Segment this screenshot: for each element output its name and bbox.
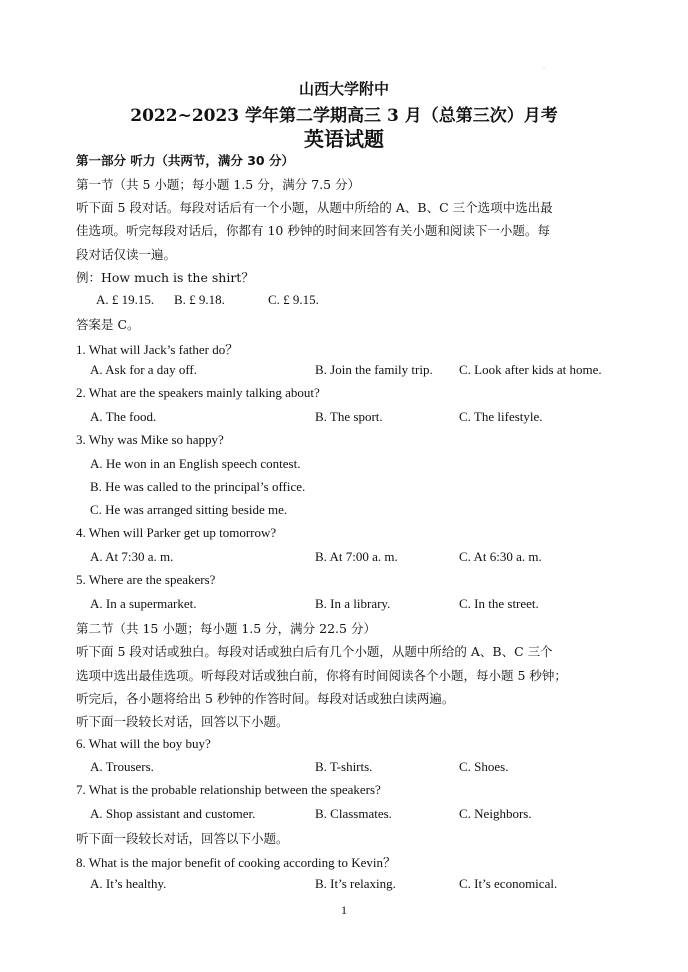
part1-heading: 第一部分 听力（共两节，满分 30 分） <box>76 153 294 168</box>
example-option-b: B. £ 9.18. <box>174 292 225 307</box>
question-3-option-c: C. He was arranged sitting beside me. <box>90 502 288 517</box>
listen-prompt: 听下面一段较长对话，回答以下小题。 <box>76 831 289 846</box>
question-4: 4. When will Parker get up tomorrow? <box>76 525 277 540</box>
example-option-a: A. £ 19.15. <box>96 292 155 307</box>
question-2-option-b: B. The sport. <box>315 409 383 424</box>
listen-prompt: 听下面一段较长对话，回答以下小题。 <box>76 714 289 729</box>
school-name: 山西大学附中 <box>298 80 389 98</box>
example-answer: 答案是 C。 <box>76 317 140 332</box>
question-4-option-b: B. At 7:00 a. m. <box>315 549 398 564</box>
question-8-option-a: A. It’s healthy. <box>90 876 167 891</box>
question-2-option-a: A. The food. <box>90 409 157 424</box>
question-6: 6. What will the boy buy? <box>76 736 211 751</box>
section1-heading: 第一节（共 5 小题；每小题 1.5 分，满分 7.5 分） <box>76 177 361 192</box>
corner-dot: . <box>543 64 545 71</box>
question-5-option-c: C. In the street. <box>459 596 539 611</box>
section1-instruction-line: 听下面 5 段对话。每段对话后有一个小题，从题中所给的 A、B、C 三个选项中选出最 <box>76 200 553 215</box>
question-1: 1. What will Jack’s father do？ <box>76 342 239 357</box>
question-6-option-b: B. T-shirts. <box>315 759 373 774</box>
question-4-option-a: A. At 7:30 a. m. <box>90 549 174 564</box>
section2-instruction-line: 听完后，各小题将给出 5 秒钟的作答时间。每段对话或独白读两遍。 <box>76 691 455 706</box>
example-question: 例：How much is the shirt？ <box>76 270 254 285</box>
question-7-option-c: C. Neighbors. <box>459 806 532 821</box>
section2-heading: 第二节（共 15 小题；每小题 1.5 分，满分 22.5 分） <box>76 621 376 636</box>
question-3: 3. Why was Mike so happy? <box>76 432 224 447</box>
question-6-option-c: C. Shoes. <box>459 759 509 774</box>
section2-instruction-line: 选项中选出最佳选项。听每段对话或独白前，你将有时间阅读各个小题，每小题 5 秒钟； <box>76 668 567 683</box>
exam-title: 2022~2023 学年第二学期高三 3 月（总第三次）月考 <box>130 106 558 126</box>
question-7-option-a: A. Shop assistant and customer. <box>90 806 256 821</box>
question-2: 2. What are the speakers mainly talking about? <box>76 385 320 400</box>
question-8: 8. What is the major benefit of cooking according to Kevin？ <box>76 855 396 870</box>
question-3-option-b: B. He was called to the principal’s office. <box>90 479 306 494</box>
example-option-c: C. £ 9.15. <box>268 292 319 307</box>
section1-instruction-line: 佳选项。听完每段对话后，你都有 10 秒钟的时间来回答有关小题和阅读下一小题。每 <box>76 223 550 238</box>
question-8-option-c: C. It’s economical. <box>459 876 558 891</box>
question-5: 5. Where are the speakers? <box>76 572 216 587</box>
question-7-option-b: B. Classmates. <box>315 806 392 821</box>
section2-instruction-line: 听下面 5 段对话或独白。每段对话或独白后有几个小题，从题中所给的 A、B、C 三个 <box>76 644 553 659</box>
page-number: 1 <box>341 903 347 917</box>
subject-title: 英语试题 <box>304 127 384 151</box>
question-1-option-b: B. Join the family trip. <box>315 362 433 377</box>
question-1-option-c: C. Look after kids at home. <box>459 362 602 377</box>
section1-instruction-line: 段对话仅读一遍。 <box>76 247 177 262</box>
question-6-option-a: A. Trousers. <box>90 759 154 774</box>
question-5-option-b: B. In a library. <box>315 596 391 611</box>
question-3-option-a: A. He won in an English speech contest. <box>90 456 301 471</box>
question-1-option-a: A. Ask for a day off. <box>90 362 197 377</box>
question-4-option-c: C. At 6:30 a. m. <box>459 549 542 564</box>
question-7: 7. What is the probable relationship between the speakers? <box>76 782 381 797</box>
question-8-option-b: B. It’s relaxing. <box>315 876 396 891</box>
question-2-option-c: C. The lifestyle. <box>459 409 543 424</box>
question-5-option-a: A. In a supermarket. <box>90 596 197 611</box>
